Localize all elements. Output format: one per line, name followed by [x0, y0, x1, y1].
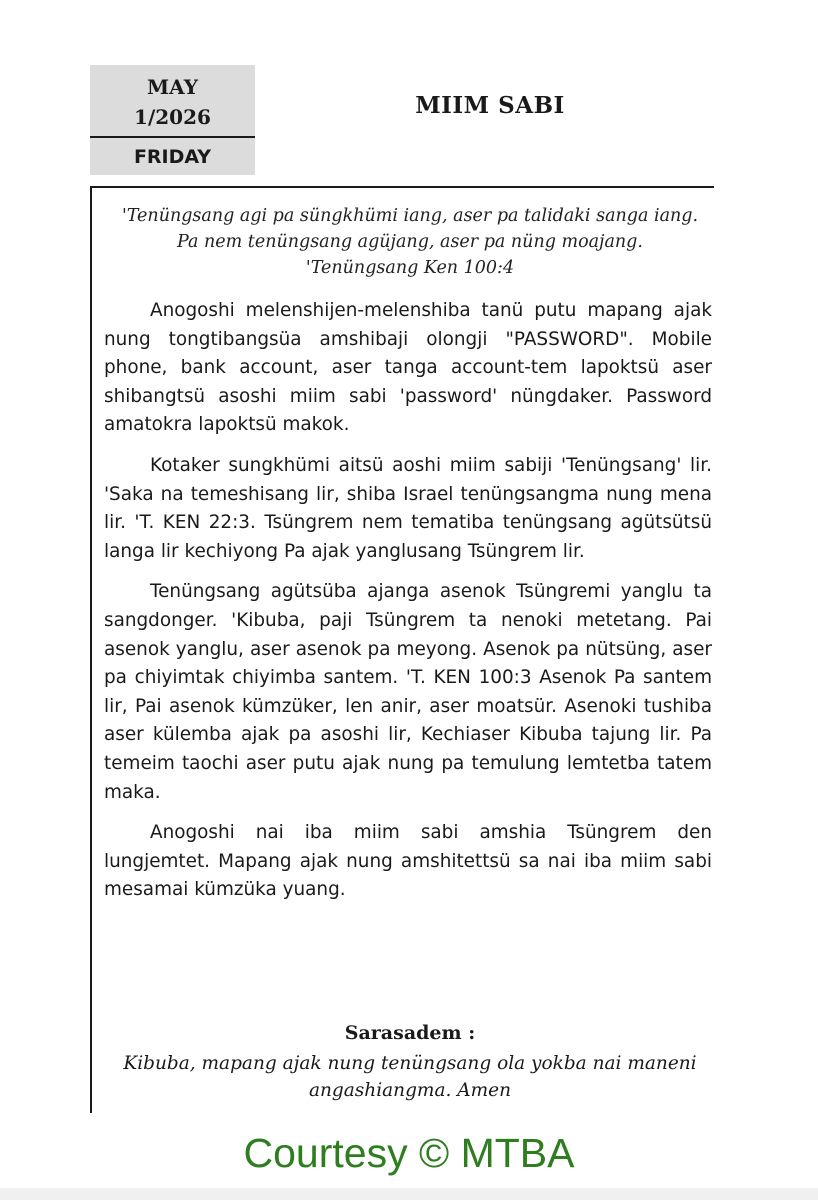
date-day-year: 1/2026: [134, 105, 211, 129]
page-title: MIIM SABI: [415, 92, 565, 119]
body-paragraph: Anogoshi nai iba miim sabi amshia Tsüngrem den lungjemtet. Mapang ajak nung amshitettsü sa nai iba miim sabi mesamai kümzüka yuang.: [104, 822, 712, 901]
courtesy-credit: Courtesy © MTBA: [243, 1130, 575, 1176]
prayer-heading: Sarasadem :: [344, 1022, 476, 1044]
bottom-strip: [0, 1188, 818, 1200]
scripture-verse: [110, 203, 710, 281]
body-paragraph: Anogoshi melenshijen-melenshiba tanü putu mapang ajak nung tongtibangsüa amshibaji olongji "PASSWORD". Mobile phone, bank account, aser tanga account-tem lapoktsü aser shibangtsü asoshi miim sabi 'password' nüngdaker. Password amatokra lapoktsü makok.: [104, 300, 712, 436]
devotional-body: [104, 297, 712, 917]
body-paragraph: Kotaker sungkhümi aitsü aoshi miim sabiji 'Tenüngsang' lir. 'Saka na temeshisang lir, shiba Israel tenüngsangma nung mena lir. 'T. KEN 22:3. Tsüngrem nem tematiba tenüngsang agütsütsü langa lir kechiyong Pa ajak yanglusang Tsüngrem lir.: [104, 454, 712, 562]
date-month: MAY: [147, 75, 198, 99]
date-weekday: FRIDAY: [133, 146, 212, 168]
body-paragraph: Tenüngsang agütsüba ajanga asenok Tsüngremi yanglu ta sangdonger. 'Kibuba, paji Tsüngrem ta nenoki metetang. Pai asenok yanglu, aser asenok pa meyong. Asenok pa nütsüng, aser pa chiyimtak chiyimba santem. 'T. KEN 100:3 Asenok Pa santem lir, Pai asenok kümzüker, len anir, aser moatsür. Asenoki tushiba aser külemba ajak pa asoshi lir, Kechiaser Kibuba tajung lir. Pa temeim taochi aser putu ajak nung pa temulung lemtetba tatem maka.: [104, 581, 712, 803]
prayer-text: Kibuba, mapang ajak nung tenüngsang ola yokba nai maneni angashiangma. Amen: [123, 1053, 697, 1101]
date-divider: [90, 136, 255, 138]
verse-reference: 'Tenüngsang Ken 100:4: [305, 258, 515, 278]
date-box: [90, 65, 255, 175]
verse-text: 'Tenüngsang agi pa süngkhümi iang, aser pa talidaki sanga iang. Pa nem tenüngsang agüjang, aser pa nüng moajang.: [121, 206, 699, 252]
